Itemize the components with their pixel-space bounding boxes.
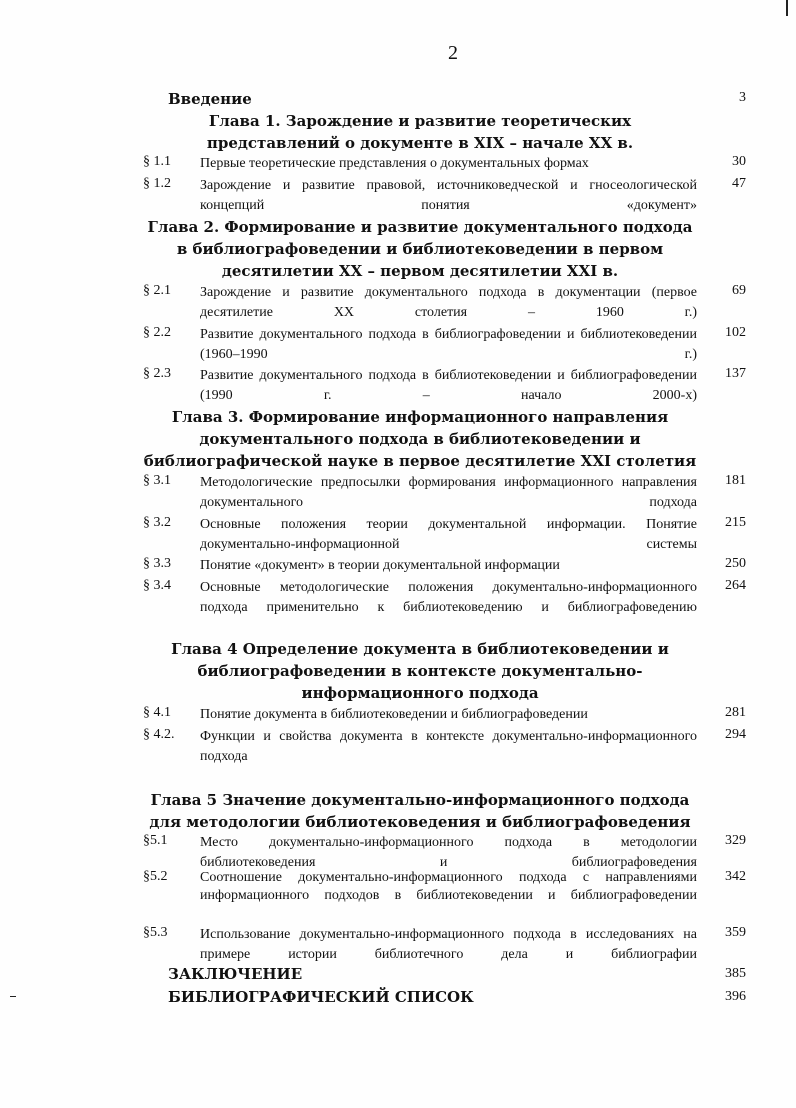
section-title: Зарождение и развитие правовой, источниковедческой и гносеологической концепций понятия «документ» bbox=[200, 178, 697, 213]
section-number: § 4.1 bbox=[143, 705, 171, 720]
section-title: Использование документально-информационного подхода в исследованиях на примере истории библиотечного дела и библиографии bbox=[200, 927, 697, 962]
section-page: 329 bbox=[725, 833, 746, 848]
bibliography-label: БИБЛИОГРАФИЧЕСКИЙ СПИСОК bbox=[168, 988, 474, 1006]
scan-edge-mark bbox=[786, 0, 788, 16]
chapter-4-heading bbox=[140, 638, 700, 704]
section-title: Развитие документального подхода в библиотековедении и библиографоведении (1990 г. – начало 2000-х) bbox=[200, 368, 697, 403]
chapter-heading-line: Глава 4 Определение документа в библиотековедении и bbox=[171, 640, 669, 658]
section-title: Методологические предпосылки формирования информационного направления документального подхода bbox=[200, 475, 697, 510]
section-number: § 3.3 bbox=[143, 556, 171, 571]
intro-label: Введение bbox=[168, 90, 252, 108]
section-page: 294 bbox=[725, 727, 746, 742]
section-page: 250 bbox=[725, 556, 746, 571]
section-number: § 3.2 bbox=[143, 515, 171, 530]
chapter-heading-line: Глава 3. Формирование информационного направления bbox=[171, 408, 669, 426]
chapter-heading-line: информационного подхода bbox=[301, 684, 539, 702]
section-title: Соотношение документально-информационного подхода с направлениями информационного подходов в библиотековедении и библиографоведении bbox=[200, 870, 697, 903]
chapter-heading-line: десятилетии XX – первом десятилетии XXI в. bbox=[221, 262, 619, 280]
chapter-2-heading bbox=[140, 216, 700, 282]
conclusion-page: 385 bbox=[725, 966, 746, 981]
section-page: 264 bbox=[725, 578, 746, 593]
section-number: §5.2 bbox=[143, 869, 168, 884]
section-page: 30 bbox=[732, 154, 746, 169]
section-number: § 2.3 bbox=[143, 366, 171, 381]
intro-page: 3 bbox=[739, 90, 746, 105]
section-page: 137 bbox=[725, 366, 746, 381]
section-number: § 1.2 bbox=[143, 176, 171, 191]
section-title: Понятие «документ» в теории документальной информации bbox=[200, 558, 560, 573]
section-title: Основные положения теории документальной информации. Понятие документально-информационной системы bbox=[200, 517, 697, 552]
section-title: Место документально-информационного подхода в методологии библиотековедения и библиографоведения bbox=[200, 835, 697, 870]
chapter-1-heading bbox=[140, 110, 700, 154]
bibliography-page: 396 bbox=[725, 989, 746, 1004]
section-title: Понятие документа в библиотековедении и библиографоведении bbox=[200, 707, 588, 722]
section-number: § 2.2 bbox=[143, 325, 171, 340]
chapter-heading-line: документального подхода в библиотековедении и bbox=[199, 430, 641, 448]
section-page: 47 bbox=[732, 176, 746, 191]
section-number: § 3.4 bbox=[143, 578, 171, 593]
chapter-5-heading bbox=[140, 789, 700, 833]
chapter-heading-line: представлений о документе в XIX – начале XX в. bbox=[206, 134, 634, 152]
chapter-heading-line: библиографоведении в контексте документально- bbox=[197, 662, 643, 680]
section-number: §5.3 bbox=[143, 925, 168, 940]
section-page: 281 bbox=[725, 705, 746, 720]
section-number: § 4.2. bbox=[143, 727, 175, 742]
section-number: § 1.1 bbox=[143, 154, 171, 169]
section-number: § 3.1 bbox=[143, 473, 171, 488]
chapter-heading-line: Глава 2. Формирование и развитие документального подхода bbox=[147, 218, 693, 236]
section-page: 342 bbox=[725, 869, 746, 884]
section-title: Функции и свойства документа в контексте документально-информационного подхода bbox=[200, 729, 697, 764]
section-title: Первые теоретические представления о документальных формах bbox=[200, 156, 589, 171]
section-title: Основные методологические положения документально-информационного подхода применительно к библиотековедению и библиографоведению bbox=[200, 580, 697, 615]
chapter-heading-line: Глава 5 Значение документально-информационного подхода bbox=[150, 791, 690, 809]
chapter-3-heading bbox=[140, 406, 700, 472]
chapter-heading-line: в библиографоведении и библиотековедении в первом bbox=[176, 240, 664, 258]
section-title: Развитие документального подхода в библиографоведении и библиотековедении (1960–1990 г.) bbox=[200, 327, 697, 362]
section-number: § 2.1 bbox=[143, 283, 171, 298]
section-page: 69 bbox=[732, 283, 746, 298]
section-page: 215 bbox=[725, 515, 746, 530]
section-page: 359 bbox=[725, 925, 746, 940]
section-title: Зарождение и развитие документального подхода в документации (первое десятилетие XX столетия – 1960 г.) bbox=[200, 285, 697, 320]
scan-dash-mark bbox=[10, 996, 16, 997]
page-number: 2 bbox=[448, 42, 458, 64]
chapter-heading-line: для методологии библиотековедения и библиографоведения bbox=[149, 813, 691, 831]
chapter-heading-line: Глава 1. Зарождение и развитие теоретических bbox=[208, 112, 632, 130]
section-page: 181 bbox=[725, 473, 746, 488]
section-page: 102 bbox=[725, 325, 746, 340]
chapter-heading-line: библиографической науке в первое десятилетие XXI столетия bbox=[143, 452, 697, 470]
conclusion-label: ЗАКЛЮЧЕНИЕ bbox=[168, 965, 303, 983]
section-number: §5.1 bbox=[143, 833, 168, 848]
